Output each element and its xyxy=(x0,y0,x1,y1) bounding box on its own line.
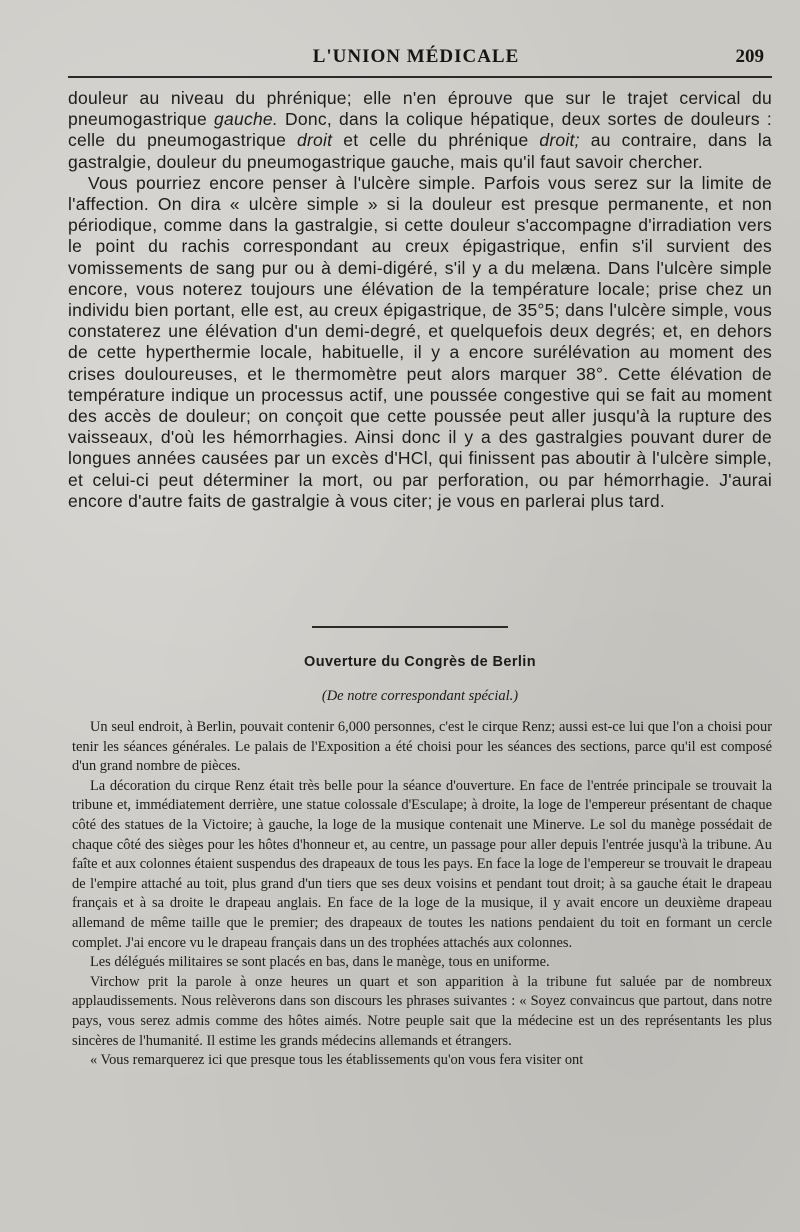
paragraph: « Vous remarquerez ici que presque tous les établissements qu'on vous fera visiter ont xyxy=(90,1052,584,1069)
running-head xyxy=(68,42,764,76)
congress-report xyxy=(72,718,772,1071)
text-run: au contraire, dans la gastralgie, douleur du pneumogastrique gauche, mais qu'il faut savoir chercher. xyxy=(68,130,772,172)
paragraph: Virchow prit la parole à onze heures un quart et son apparition à la tribune fut saluée par de nombreux applaudissements. Nous relèverons dans son discours les phrases suivantes : « Soyez convaincus que partout, dans notre pays, vous serez admis comme des hôtes aimés. Notre peuple sait que la médecine est un des représentants les plus sincères de l'humanité. Il estime les grands médecins allemands et étrangers. xyxy=(72,973,772,1049)
paragraph-ulcere-simple: Vous pourriez encore penser à l'ulcère simple. Parfois vous serez sur la limite de l'affection. On dira « ulcère simple » si la douleur est presque permanente, et non périodique, comme dans la gastralgie, si cette douleur s'accompagne d'irradiation vers le point du rachis correspondant au creux épigastrique, enfin s'il survient des vomissements de sang pur ou à demi-digéré, s'il y a du melæna. Dans l'ulcère simple encore, vous noterez toujours une élévation de la température locale; prise chez un individu bien portant, elle est, au creux épigastrique, de 35°5; dans l'ulcère simple, vous constaterez une élévation d'un demi-degré, et quelquefois deux degrés; et, en dehors de cette hyperthermie locale, habituelle, il y a encore surélévation au moment des crises douloureuses, et le thermomètre peut alors marquer 38°. Cette élévation de température indique un processus actif, une poussée congestive qui se fait au moment des accès de douleur; on conçoit que cette poussée peut aller jusqu'à la rupture des vaisseaux, d'où les hémorrhagies. Ainsi donc il y a des gastralgies pouvant durer de longues années causées par un excès d'HCl, qui finissent pas aboutir à l'ulcère simple, et celui-ci peut déterminer la mort, ou par perforation, ou par hémorrhagie. J'aurai encore d'autre faits de gastralgie à vous citer; je vous en parlerai plus tard. xyxy=(68,172,772,511)
article-subheading: (De notre correspondant spécial.) xyxy=(321,688,519,704)
text-run: douleur au niveau du phrénique; elle n'en éprouve que sur le trajet cervical du pneumogastrique xyxy=(68,88,772,130)
lecture-text xyxy=(68,88,772,512)
paragraph: Les délégués militaires se sont placés en bas, dans le manège, tous en uniforme. xyxy=(90,954,550,971)
article-heading: Ouverture du Congrès de Berlin xyxy=(304,654,536,670)
text-run: Donc, dans la colique hépatique, deux sortes de douleurs : celle du pneumogastrique xyxy=(68,109,772,151)
journal-title: L'UNION MÉDICALE xyxy=(312,46,520,67)
section-separator xyxy=(312,626,508,628)
italic-word: droit xyxy=(297,130,333,151)
header-rule xyxy=(68,76,772,78)
page-number: 209 xyxy=(735,46,764,67)
paragraph-continued xyxy=(68,88,772,173)
text-run: et celle du phrénique xyxy=(332,130,540,151)
paragraph: Un seul endroit, à Berlin, pouvait contenir 6,000 personnes, c'est le cirque Renz; aussi est-ce lui que l'on a choisi pour tenir les séances générales. Le palais de l'Exposition a été choisi pour les séances des sections, parce qu'il est composé d'un grand nombre de pièces. xyxy=(72,719,772,775)
italic-word: droit; xyxy=(539,130,580,151)
paragraph: La décoration du cirque Renz était très belle pour la séance d'ouverture. En face de l'entrée principale se trouvait la tribune et, immédiatement derrière, une statue colossale d'Esculape; à droite, la loge de l'empereur présentant de chaque côté des statues de la Victoire; à gauche, la loge de la musique contenait une Minerve. Le sol du manège possédait de chaque côté des sièges pour les hôtes d'honneur et, au centre, un passage pour aller depuis l'entrée jusqu'à la tribune. Au faîte et aux colonnes étaient suspendus des drapeaux de tous les pays. En face la loge de l'empereur se trouvait le drapeau de l'empire attaché au toit, plus grand d'un tiers que ses deux voisins et pendant tout droit; à sa gauche était le drapeau français et à sa droite le drapeau anglais. En face de la loge de la musique, il y avait encore un deuxième drapeau allemand de même taille que le premier; des drapeaux de toutes les nations pendaient du toit en formant un cercle complet. J'ai encore vu le drapeau français dans un des trophées attachés aux colonnes. xyxy=(72,777,772,951)
italic-word: gauche. xyxy=(214,109,279,130)
